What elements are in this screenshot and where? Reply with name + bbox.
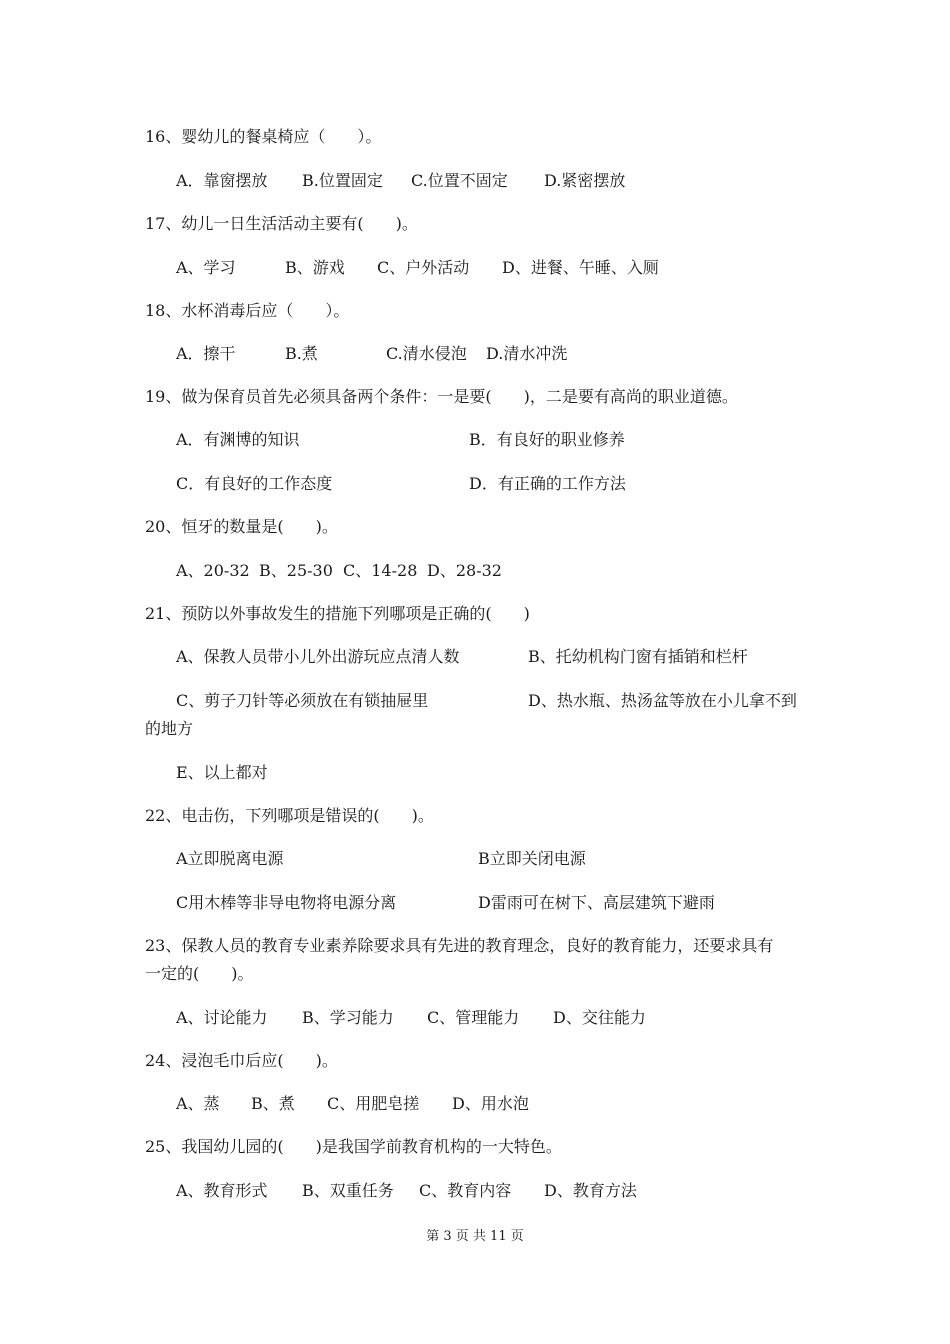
question-20-option-b: B、25-30 <box>259 561 333 580</box>
question-16-stem: 16、婴幼儿的餐桌椅应（ ）。 <box>145 127 382 146</box>
question-20-stem: 20、恒牙的数量是( )。 <box>145 517 338 536</box>
question-22-stem: 22、电击伤，下列哪项是错误的( )。 <box>145 806 434 825</box>
question-18-stem: 18、水杯消毒后应（ ）。 <box>145 301 350 320</box>
question-20-option-c: C、14-28 <box>343 561 418 580</box>
question-21-option-b: B、托幼机构门窗有插销和栏杆 <box>528 647 748 666</box>
question-25-option-c: C、教育内容 <box>419 1181 512 1200</box>
question-22-option-b: B立即关闭电源 <box>478 849 586 868</box>
question-23-option-b: B、学习能力 <box>302 1008 394 1027</box>
question-24-stem: 24、浸泡毛巾后应( )。 <box>145 1051 338 1070</box>
question-18-option-b: B.煮 <box>285 344 318 363</box>
question-24-option-c: C、用肥皂搓 <box>327 1094 420 1113</box>
question-23-stem: 23、保教人员的教育专业素养除要求具有先进的教育理念，良好的教育能力，还要求具有 <box>145 936 774 955</box>
question-25-option-d: D、教育方法 <box>544 1181 637 1200</box>
question-18-option-d: D.清水冲洗 <box>486 344 568 363</box>
question-22-option-d: D雷雨可在树下、高层建筑下避雨 <box>478 893 715 912</box>
question-17-option-c: C、户外活动 <box>377 258 470 277</box>
page-footer: 第 3 页 共 11 页 <box>426 1229 524 1244</box>
question-17-option-d: D、进餐、午睡、入厕 <box>502 258 659 277</box>
question-24-option-a: A、蒸 <box>176 1094 220 1113</box>
question-21-option-a: A、保教人员带小儿外出游玩应点清人数 <box>176 647 460 666</box>
question-23-option-c: C、管理能力 <box>427 1008 520 1027</box>
question-20-option-a: A、20-32 <box>176 561 250 580</box>
question-16-option-d: D.紧密摆放 <box>544 171 626 190</box>
question-21-option-c: C、剪子刀针等必须放在有锁抽屉里 <box>176 691 429 710</box>
question-24-option-d: D、用水泡 <box>452 1094 529 1113</box>
question-25-option-a: A、教育形式 <box>176 1181 268 1200</box>
question-21-option-e: E、以上都对 <box>176 763 268 782</box>
question-16-option-b: B.位置固定 <box>302 171 383 190</box>
question-18-option-a: A．擦干 <box>176 344 236 363</box>
question-19-option-d: D．有正确的工作方法 <box>469 474 626 493</box>
question-19-option-c: C．有良好的工作态度 <box>176 474 333 493</box>
question-21-stem: 21、预防以外事故发生的措施下列哪项是正确的( ) <box>145 604 530 623</box>
question-21-option-d-continued: 的地方 <box>145 719 194 738</box>
question-22-option-a: A立即脱离电源 <box>176 849 284 868</box>
question-23-stem-continued: 一定的( )。 <box>145 964 254 983</box>
question-21-option-d: D、热水瓶、热汤盆等放在小儿拿不到 <box>528 691 797 710</box>
question-20-option-d: D、28-32 <box>427 561 502 580</box>
question-17-option-a: A、学习 <box>176 258 236 277</box>
question-16-option-c: C.位置不固定 <box>411 171 508 190</box>
question-22-option-c: C用木棒等非导电物将电源分离 <box>176 893 397 912</box>
question-19-option-b: B．有良好的职业修养 <box>469 430 625 449</box>
question-24-option-b: B、煮 <box>251 1094 295 1113</box>
question-25-stem: 25、我国幼儿园的( )是我国学前教育机构的一大特色。 <box>145 1137 562 1156</box>
question-23-option-a: A、讨论能力 <box>176 1008 268 1027</box>
question-25-option-b: B、双重任务 <box>302 1181 394 1200</box>
question-19-option-a: A．有渊博的知识 <box>176 430 300 449</box>
question-17-option-b: B、游戏 <box>285 258 345 277</box>
question-16-option-a: A．靠窗摆放 <box>176 171 268 190</box>
question-23-option-d: D、交往能力 <box>553 1008 646 1027</box>
question-18-option-c: C.清水侵泡 <box>386 344 467 363</box>
question-19-stem: 19、做为保育员首先必须具备两个条件：一是要( )，二是要有高尚的职业道德。 <box>145 387 738 406</box>
question-17-stem: 17、幼儿一日生活活动主要有( )。 <box>145 214 418 233</box>
